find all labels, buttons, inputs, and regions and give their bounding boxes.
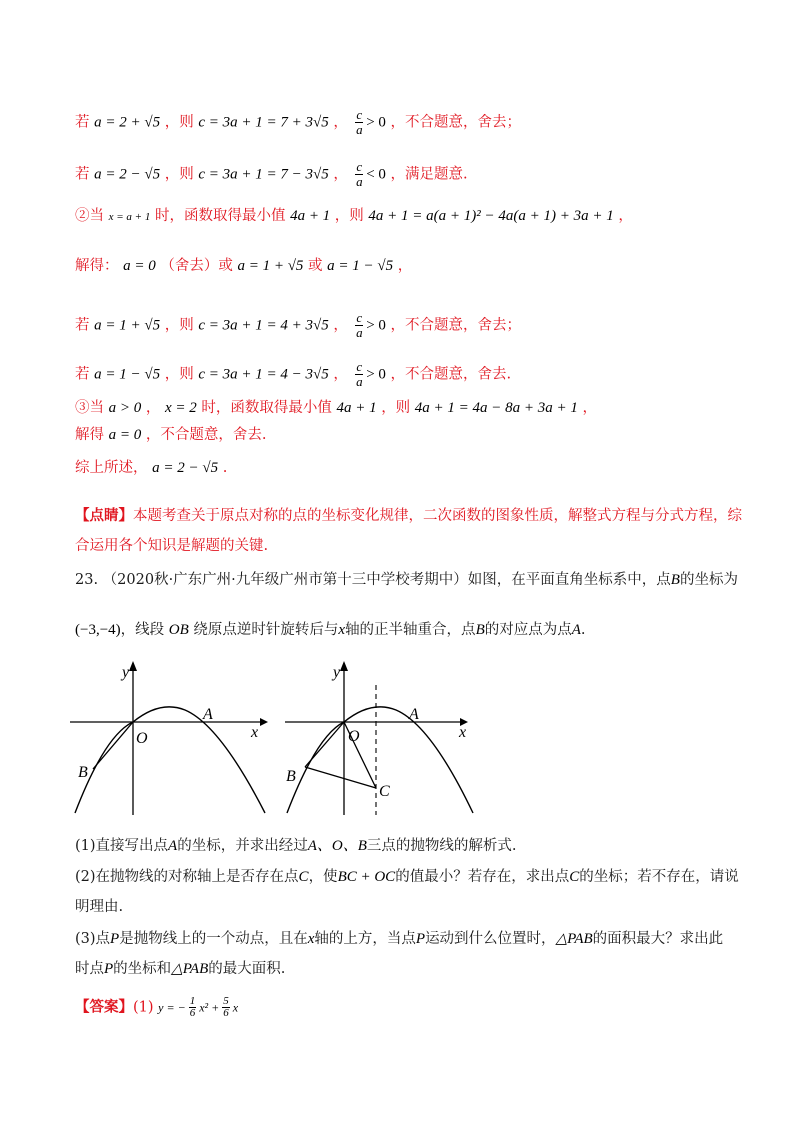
segment-ob [93,722,133,769]
text: 解得： [75,258,119,274]
x-axis-arrow [260,718,268,726]
solution-line-7 [75,398,597,418]
solution-line-1 [75,108,521,137]
point-a-label: A [203,706,213,723]
math-var: OB [168,622,189,638]
point-a-label: A [409,706,419,723]
math-expression: a = 1 − √5 [327,258,394,274]
problem-line-2 [75,620,586,640]
origin-label: O [136,730,148,747]
math-var: x [307,931,315,947]
solution-line-2 [75,160,468,189]
comment-text: 合运用各个知识是解题的关键. [75,538,269,554]
question-2-cont [75,897,123,917]
solution-line-3 [75,206,633,227]
text: ， [582,400,598,416]
text: ， [333,317,348,334]
comment-text: 本题考查关于原点对称的点的坐标变化规律，二次函数的图象性质，解整式方程与分式方程，综 [133,508,742,524]
text: 综上所述， [75,460,148,476]
math-expression: > 0 [366,366,386,383]
text: ， [618,208,633,224]
question-text: (1)直接写出点 [75,838,169,854]
fraction-denominator: a [356,325,363,340]
segment-ob [305,722,344,767]
question-text: ，使 [308,869,338,885]
figure-parabola-1 [60,655,275,825]
y-axis-arrow [129,661,137,671]
math-var: B [475,622,485,638]
point-c-label: C [379,783,390,800]
fraction-denominator: a [356,374,363,389]
question-text: (2)在抛物线的对称轴上是否存在点 [75,869,299,885]
solution-line-6 [75,360,511,389]
math-expression: y = − [158,1000,186,1015]
text: ，不合题意，舍去. [145,427,267,443]
fraction-numerator: c [356,159,363,174]
text: ，满足题意. [390,166,468,183]
math-expression: 4a + 1 [290,208,331,224]
math-expression: c = 3a + 1 = 4 − 3√5 [198,366,329,383]
fraction [355,160,363,189]
math-expression: a = 2 − √5 [152,460,219,476]
text: 若 [75,317,90,334]
question-3-cont [75,959,285,979]
math-var: P [415,931,426,947]
math-expression: < 0 [366,166,386,183]
fraction [189,996,197,1019]
x-label: x [251,724,259,741]
math-var: P [110,931,120,947]
answer-tag: 【答案】 [75,998,133,1016]
math-expression: △PAB [555,931,593,947]
problem-text: ，线段 [120,622,165,638]
question-text: 的坐标，并求出经过 [177,838,308,854]
text: . [222,460,228,476]
math-expression: a = 2 + √5 [94,114,161,131]
answer-line [75,996,238,1019]
math-var: C [298,869,309,885]
question-text: 的面积最大？求出此 [592,931,724,947]
text: 解得 [75,427,104,443]
problem-text: 的坐标为 [679,572,738,588]
math-var: x [338,622,346,638]
figure-parabola-2 [275,655,485,825]
text: 若 [75,366,90,383]
fraction [222,996,230,1019]
problem-text: . [580,622,586,638]
question-1 [75,836,517,856]
y-label: y [122,664,130,681]
math-expression: x² + [199,1000,220,1015]
text: ，不合题意，舍去； [390,317,522,334]
math-expression: 4a + 1 [336,400,377,416]
math-expression: c = 3a + 1 = 7 − 3√5 [198,166,329,183]
text: ，则 [164,366,194,383]
text: ， [333,114,348,131]
fraction-numerator: 1 [189,995,196,1007]
solution-line-5 [75,311,521,340]
text: ，则 [381,400,411,416]
question-text: 的坐标和 [113,961,172,977]
math-expression: 4a + 1 = a(a + 1)² − 4a(a + 1) + 3a + 1 [368,208,614,224]
fraction-numerator: c [356,359,363,374]
math-expression: a > 0 [108,400,142,416]
math-expression: a = 1 − √5 [94,366,161,383]
math-expression: > 0 [366,317,386,334]
text: 时，函数取得最小值 [201,400,332,416]
math-var: C [569,869,580,885]
question-text: 是抛物线上的一个动点，且在 [119,931,308,947]
math-expression: x = 2 [164,400,197,416]
text: 或 [308,258,323,274]
text: ， [145,400,161,416]
text: 若 [75,166,90,183]
text: ，则 [164,166,194,183]
question-text: 的最大面积. [208,961,286,977]
fraction-denominator: a [356,122,363,137]
math-expression: a = 1 + √5 [94,317,161,334]
problem-text: 绕原点逆时针旋转后与 [193,622,339,638]
comment-line-1 [75,506,742,526]
question-text: 运动到什么位置时， [425,931,556,947]
question-text: 三点的抛物线的解析式. [366,838,517,854]
answer-number: (1) [133,999,154,1016]
fraction [355,360,363,389]
question-3 [75,929,723,949]
origin-label: O [348,728,360,745]
text: ， [397,258,413,274]
math-var: P [104,961,114,977]
solution-line-9 [75,458,227,478]
text: ②当 [75,208,104,224]
fraction-denominator: 6 [223,1007,229,1019]
text: ，则 [164,317,194,334]
math-var: A、O、B [307,838,367,854]
math-expression: △PAB [171,961,209,977]
x-label: x [459,724,467,741]
question-text: 的值最小？若存在，求出点 [395,869,570,885]
point-b-label: B [286,768,296,785]
problem-text: 的对应点为点 [484,622,572,638]
text: （舍去）或 [160,258,233,274]
question-text: 时点 [75,961,104,977]
fraction-numerator: c [356,107,363,122]
math-expression: c = 3a + 1 = 4 + 3√5 [198,317,329,334]
text: ③当 [75,400,104,416]
fraction-numerator: 5 [223,995,229,1007]
fraction-denominator: 6 [189,1007,196,1019]
solution-line-8 [75,425,266,445]
comment-line-2 [75,536,268,556]
segment-bc [305,767,376,788]
y-axis-arrow [340,661,348,671]
math-expression: (−3,−4) [75,622,121,638]
text: ，不合题意，舍去. [390,366,512,383]
text: 时，函数取得最小值 [154,208,286,224]
math-expression: a = 2 − √5 [94,166,161,183]
problem-text: 轴的正半轴重合，点 [345,622,476,638]
problem-number: 23. [75,572,99,588]
fraction [355,311,363,340]
problem-line-1 [75,570,738,590]
question-text: 的坐标；若不存在，请说 [579,869,739,885]
math-var: A [571,622,581,638]
question-text: 轴的上方，当点 [314,931,416,947]
text: ，则 [334,208,364,224]
math-expression: x [232,1000,239,1015]
text: ， [333,166,348,183]
math-expression: > 0 [366,114,386,131]
fraction-denominator: a [356,174,363,189]
math-expression: BC + OC [337,869,396,885]
question-text: (3)点 [75,931,111,947]
math-var: B [670,572,680,588]
math-var: A [168,838,178,854]
math-expression: x = a + 1 [108,211,151,223]
math-expression: a = 1 + √5 [237,258,304,274]
point-b-label: B [78,764,88,781]
question-text: 明理由. [75,899,124,915]
solution-line-4 [75,256,412,276]
comment-tag: 【点睛】 [75,507,133,524]
y-label: y [333,664,341,681]
math-expression: 4a + 1 = 4a − 8a + 3a + 1 [414,400,578,416]
math-expression: a = 0 [108,427,142,443]
question-2 [75,867,739,887]
fraction-numerator: c [356,310,363,325]
problem-text: （2020秋·广东广州·九年级广州市第十三中学校考期中）如图，在平面直角坐标系中，点 [102,572,671,588]
text: 若 [75,114,90,131]
fraction [355,108,363,137]
text: ，则 [164,114,194,131]
math-expression: c = 3a + 1 = 7 + 3√5 [198,114,329,131]
text: ， [333,366,348,383]
parabola-curve [75,707,265,813]
text: ，不合题意，舍去； [390,114,522,131]
math-expression: a = 0 [123,258,156,274]
